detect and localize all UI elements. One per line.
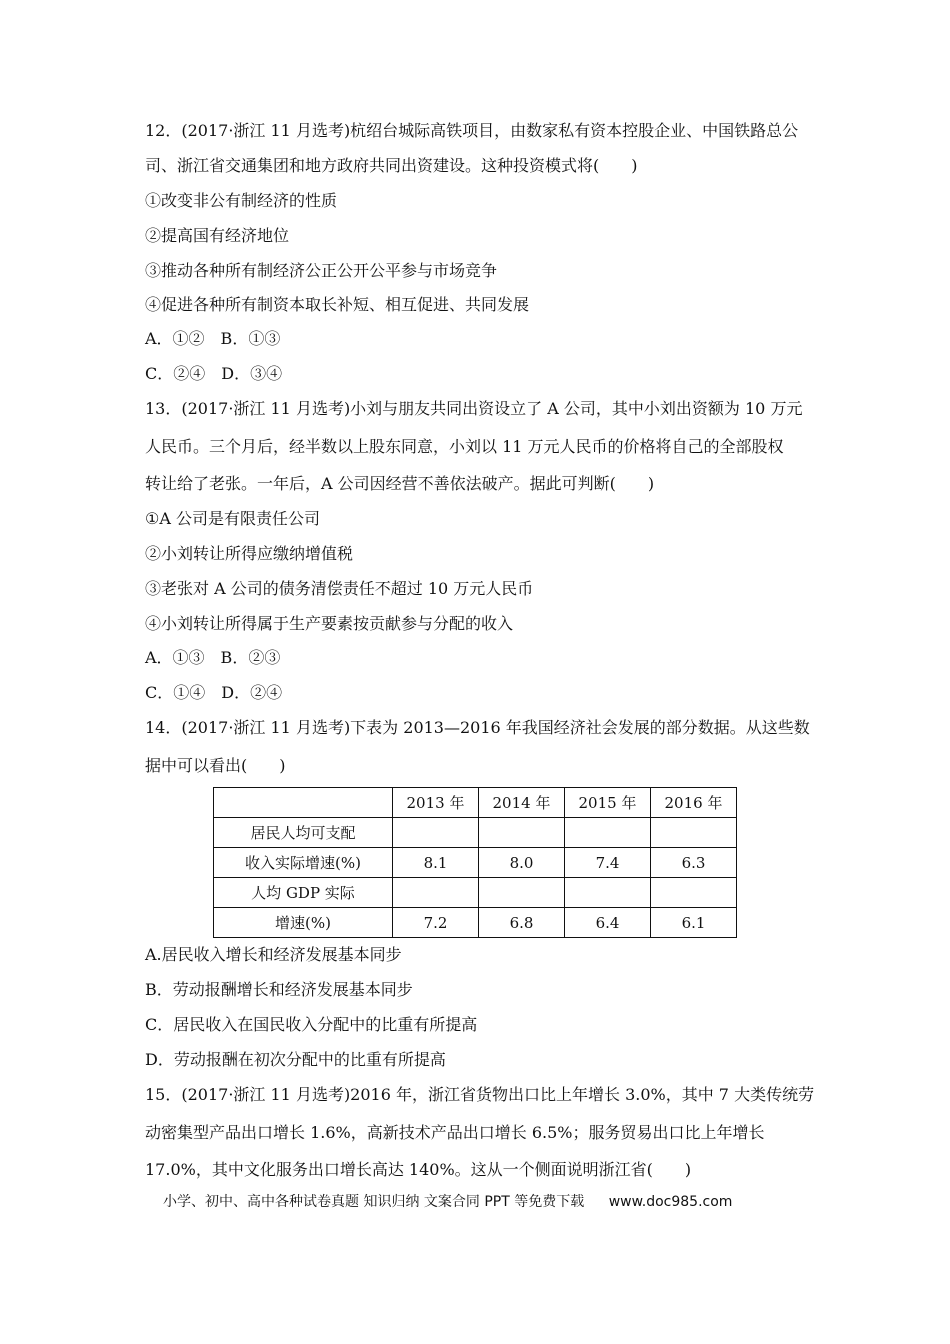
table-empty-cell xyxy=(565,818,651,848)
q13-option-3: ③老张对 A 公司的债务清偿责任不超过 10 万元人民币 xyxy=(145,579,534,598)
table-year-cell: 2014 年 xyxy=(479,788,565,818)
table-corner-cell xyxy=(214,788,393,818)
q13-choices-cd: C．①④ D．②④ xyxy=(145,683,283,702)
table-row-label: 居民人均可支配 xyxy=(214,818,393,848)
table-row xyxy=(214,908,737,938)
q12-option-4: ④促进各种所有制资本取长补短、相互促进、共同发展 xyxy=(145,295,530,314)
q13-option-4: ④小刘转让所得属于生产要素按贡献参与分配的收入 xyxy=(145,614,514,633)
table-empty-cell xyxy=(393,878,479,908)
q13-stem-line-2: 人民币。三个月后，经半数以上股东同意，小刘以 11 万元人民币的价格将自己的全部股权 xyxy=(145,437,784,456)
table-value-cell: 6.1 xyxy=(651,908,737,938)
q13-option-1: ①A 公司是有限责任公司 xyxy=(145,509,320,528)
q12-stem-line-2: 司、浙江省交通集团和地方政府共同出资建设。这种投资模式将( ) xyxy=(145,156,638,175)
q13-choices-ab: A．①③ B．②③ xyxy=(145,648,281,667)
table-row-label: 增速(%) xyxy=(214,908,393,938)
q14-option-d: D．劳动报酬在初次分配中的比重有所提高 xyxy=(145,1050,446,1069)
q12-choices-ab: A．①② B．①③ xyxy=(145,329,281,348)
table-year-cell: 2015 年 xyxy=(565,788,651,818)
footer-url: www.doc985.com xyxy=(608,1194,733,1210)
table-row-label: 收入实际增速(%) xyxy=(214,848,393,878)
table-value-cell: 7.2 xyxy=(393,908,479,938)
table-row-label: 人均 GDP 实际 xyxy=(214,878,393,908)
page-footer xyxy=(163,1191,732,1211)
table-empty-cell xyxy=(565,878,651,908)
table-row xyxy=(214,848,737,878)
q12-option-3: ③推动各种所有制经济公正公开公平参与市场竞争 xyxy=(145,261,498,280)
q13-stem-line-1: 13．(2017·浙江 11 月选考)小刘与朋友共同出资设立了 A 公司，其中小刘出资额为 10 万元 xyxy=(145,399,803,418)
table-empty-cell xyxy=(479,878,565,908)
q12-stem-line-1: 12．(2017·浙江 11 月选考)杭绍台城际高铁项目，由数家私有资本控股企业、中国铁路总公 xyxy=(145,121,799,140)
q12-choices-cd: C．②④ D．③④ xyxy=(145,364,283,383)
table-empty-cell xyxy=(651,878,737,908)
q15-stem-line-2: 动密集型产品出口增长 1.6%，高新技术产品出口增长 6.5%；服务贸易出口比上年增长 xyxy=(145,1123,765,1142)
table-value-cell: 8.0 xyxy=(479,848,565,878)
q12-option-1: ①改变非公有制经济的性质 xyxy=(145,191,338,210)
q14-stem-line-2: 据中可以看出( ) xyxy=(145,756,286,775)
q15-stem-line-1: 15．(2017·浙江 11 月选考)2016 年，浙江省货物出口比上年增长 3.0%，其中 7 大类传统劳 xyxy=(145,1085,815,1104)
table-year-cell: 2013 年 xyxy=(393,788,479,818)
q14-option-b: B．劳动报酬增长和经济发展基本同步 xyxy=(145,980,413,999)
table-empty-cell xyxy=(479,818,565,848)
q14-stem-line-1: 14．(2017·浙江 11 月选考)下表为 2013—2016 年我国经济社会发展的部分数据。从这些数 xyxy=(145,718,810,737)
table-row xyxy=(214,818,737,848)
q13-option-2: ②小刘转让所得应缴纳增值税 xyxy=(145,544,354,563)
table-value-cell: 8.1 xyxy=(393,848,479,878)
table-row xyxy=(214,878,737,908)
q14-option-c: C．居民收入在国民收入分配中的比重有所提高 xyxy=(145,1015,478,1034)
q14-data-table xyxy=(213,787,737,938)
table-empty-cell xyxy=(651,818,737,848)
table-value-cell: 6.4 xyxy=(565,908,651,938)
footer-text: 小学、初中、高中各种试卷真题 知识归纳 文案合同 PPT 等免费下载 xyxy=(163,1194,585,1210)
q15-stem-line-3: 17.0%，其中文化服务出口增长高达 140%。这从一个侧面说明浙江省( ) xyxy=(145,1160,692,1179)
table-value-cell: 6.8 xyxy=(479,908,565,938)
q14-option-a: A.居民收入增长和经济发展基本同步 xyxy=(145,945,402,964)
table-value-cell: 7.4 xyxy=(565,848,651,878)
table-empty-cell xyxy=(393,818,479,848)
q12-option-2: ②提高国有经济地位 xyxy=(145,226,290,245)
table-value-cell: 6.3 xyxy=(651,848,737,878)
q13-stem-line-3: 转让给了老张。一年后，A 公司因经营不善依法破产。据此可判断( ) xyxy=(145,474,655,493)
table-year-cell: 2016 年 xyxy=(651,788,737,818)
table-header-row xyxy=(214,788,737,818)
